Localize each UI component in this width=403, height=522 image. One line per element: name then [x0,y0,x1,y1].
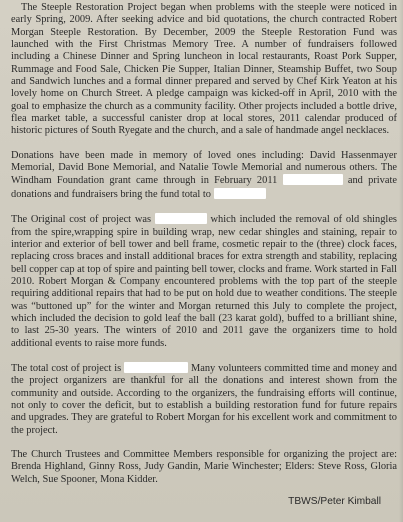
paragraph-original-cost [11,213,397,350]
paragraph-committee: The Church Trustees and Committee Members responsible for organizing the project are: Brenda Highland, Ginny Ross, Judy Gandin, Marie Winchester; Elders: Steve Ross, Gloria Welch, Sue Spooner, Mona Kidder. [11,449,397,485]
original-cost-details: which included the removal of old shingles from the spire,wrapping spire in building wrap, new cedar shingles and staining, repair to interior and exterior of bell tower and bell frame, cosmetic repair to the (three) clock faces, replacing cross braces and install additional braces for extra strength and stability, replacing bell copper cap at top of spire and painting bell tower, clocks and frame. Work started in Fall 2010. Robert Morgan & Company encountered problems with the top part of the steeple requiring additional repairs that had to be put on hold due to weather conditions. The steeple was “buttoned up” for the winter and Morgan returned this July to complete the project, which included the decision to gold leaf the ball (23 karat gold), buffed to a brilliant shine, to last 25-30 years. The winters of 2010 and 2011 gave the organizers time to hold additional events to raise more funds. [11,214,397,349]
byline-signature: TBWS/Peter Kimball [288,496,381,508]
redacted-amount [155,213,207,224]
total-cost-lead: The total cost of project is [11,362,122,374]
paragraph-history: The Steeple Restoration Project began when problems with the steeple were noticed in early Spring, 2009. After seeking advice and bid quotations, the church contracted Robert Morgan Steeple Restoration. By December, 2009 the Steeple Restoration Fund was launched with the First Christmas Memory Tree. A number of fundraisers followed including a Chinese Dinner and Spring luncheon in local restaurants, Roast Pork Supper, Rummage and Food Sale, Chicken Pie Supper, Italian Dinner, Steamship Buffet, two Soup and Sandwich lunches and a formal dinner prepared and served by Chef Kirk Yeaton at his lovely home on Church Street. A pledge campaign was kicked-off in April, 2010 with the goal to emphasize the church as a community facility. Other projects included a bottle drive, flea market table, a successful canister drop at local stores, 2011 calendar produced of historic pictures of South Ryegate and the church, and a sale of handmade angel necklaces. [11,2,397,137]
paragraph-donations [11,150,397,201]
donations-text-continued: and private donations and fundraisers bring the fund total to [11,175,397,200]
redacted-amount [124,362,188,373]
redacted-amount [214,188,266,199]
page-edge-shadow [399,0,403,522]
redacted-amount [283,174,343,185]
original-cost-lead: The Original cost of project was [11,214,151,226]
donations-text: Donations have been made in memory of loved ones including: David Hassenmayer Memorial, David Bone Memorial, and Natalie Towle Memorial and numerous others. The Windham Foundation grant came through in February 2011 [11,149,397,187]
total-cost-details: Many volunteers committed time and money and the project organizers are thankful for all the donations and interest shown from the community and outside. According to the organizers, the fundraising efforts will continue, not only to cover the deficit, but to establish a building restoration fund for future repairs and upgrades. They are grateful to Robert Morgan for his excellent work and commitment to the project. [11,362,397,436]
paragraph-total-cost [11,362,397,437]
